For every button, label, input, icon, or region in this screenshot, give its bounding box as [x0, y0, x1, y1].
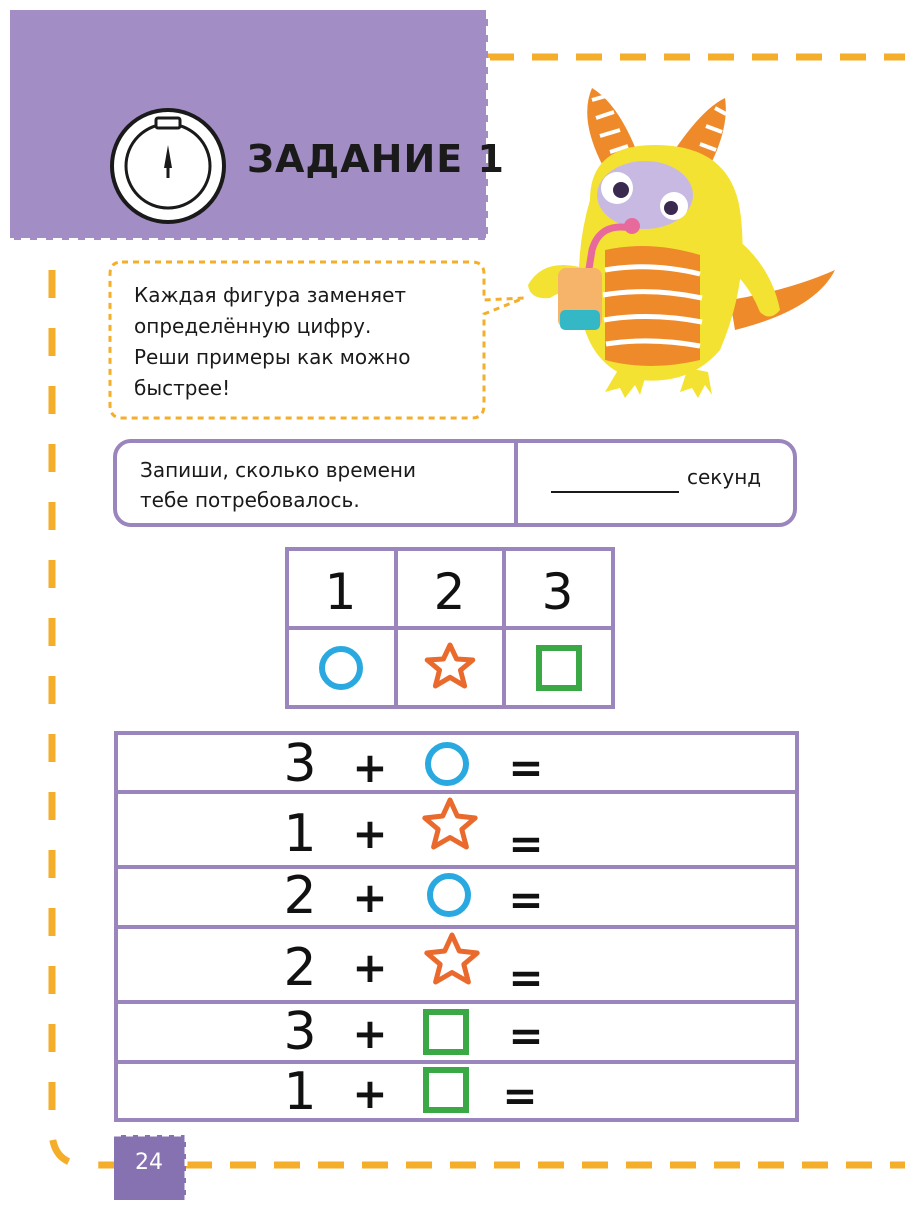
eq5-plus: +	[352, 1009, 388, 1058]
eq5-left: 3	[283, 1002, 317, 1062]
key-circle-icon	[322, 649, 360, 687]
eq3-circle-icon	[430, 876, 468, 914]
eq3-equals: =	[508, 875, 544, 924]
eq6-square-icon	[426, 1070, 466, 1110]
seconds-answer-line[interactable]	[551, 491, 679, 493]
eq5-equals: =	[508, 1011, 544, 1060]
eq3-left: 2	[283, 866, 317, 926]
eq2-left: 1	[283, 804, 317, 864]
instruction-text	[134, 280, 464, 404]
instruction-line: определённую цифру.	[134, 314, 372, 338]
key-star-icon	[427, 645, 473, 686]
eq1-left: 3	[283, 734, 317, 794]
eq5-square-icon	[426, 1012, 466, 1052]
stopwatch-icon	[112, 110, 224, 222]
header-banner	[10, 10, 488, 240]
time-prompt-line: Запиши, сколько времени	[140, 458, 416, 482]
eq2-equals: =	[508, 819, 544, 868]
page-number: 24	[135, 1150, 163, 1175]
eq2-plus: +	[352, 809, 388, 858]
instruction-line: быстрее!	[134, 376, 231, 400]
key-number-1: 1	[324, 563, 357, 621]
time-prompt	[140, 455, 416, 515]
eq6-plus: +	[352, 1069, 388, 1118]
time-prompt-line: тебе потребовалось.	[140, 488, 360, 512]
page-title: ЗАДАНИЕ 1	[247, 137, 505, 181]
key-square-icon	[539, 648, 579, 688]
eq2-star-icon	[425, 800, 475, 847]
eq4-equals: =	[508, 953, 544, 1002]
eq4-star-icon	[427, 935, 477, 982]
eq4-plus: +	[352, 943, 388, 992]
key-number-2: 2	[433, 563, 466, 621]
eq6-left: 1	[283, 1062, 317, 1122]
seconds-unit-label: секунд	[687, 465, 762, 489]
instruction-line: Каждая фигура заменяет	[134, 283, 407, 307]
key-number-3: 3	[541, 563, 574, 621]
eq3-plus: +	[352, 873, 388, 922]
eq4-left: 2	[283, 938, 317, 998]
eq1-plus: +	[352, 743, 388, 792]
monster-illustration	[528, 88, 835, 398]
eq1-circle-icon	[428, 745, 466, 783]
eq1-equals: =	[508, 743, 544, 792]
eq6-equals: =	[502, 1071, 538, 1120]
equations-table-grid	[116, 733, 797, 1120]
instruction-line: Реши примеры как можно	[134, 345, 411, 369]
